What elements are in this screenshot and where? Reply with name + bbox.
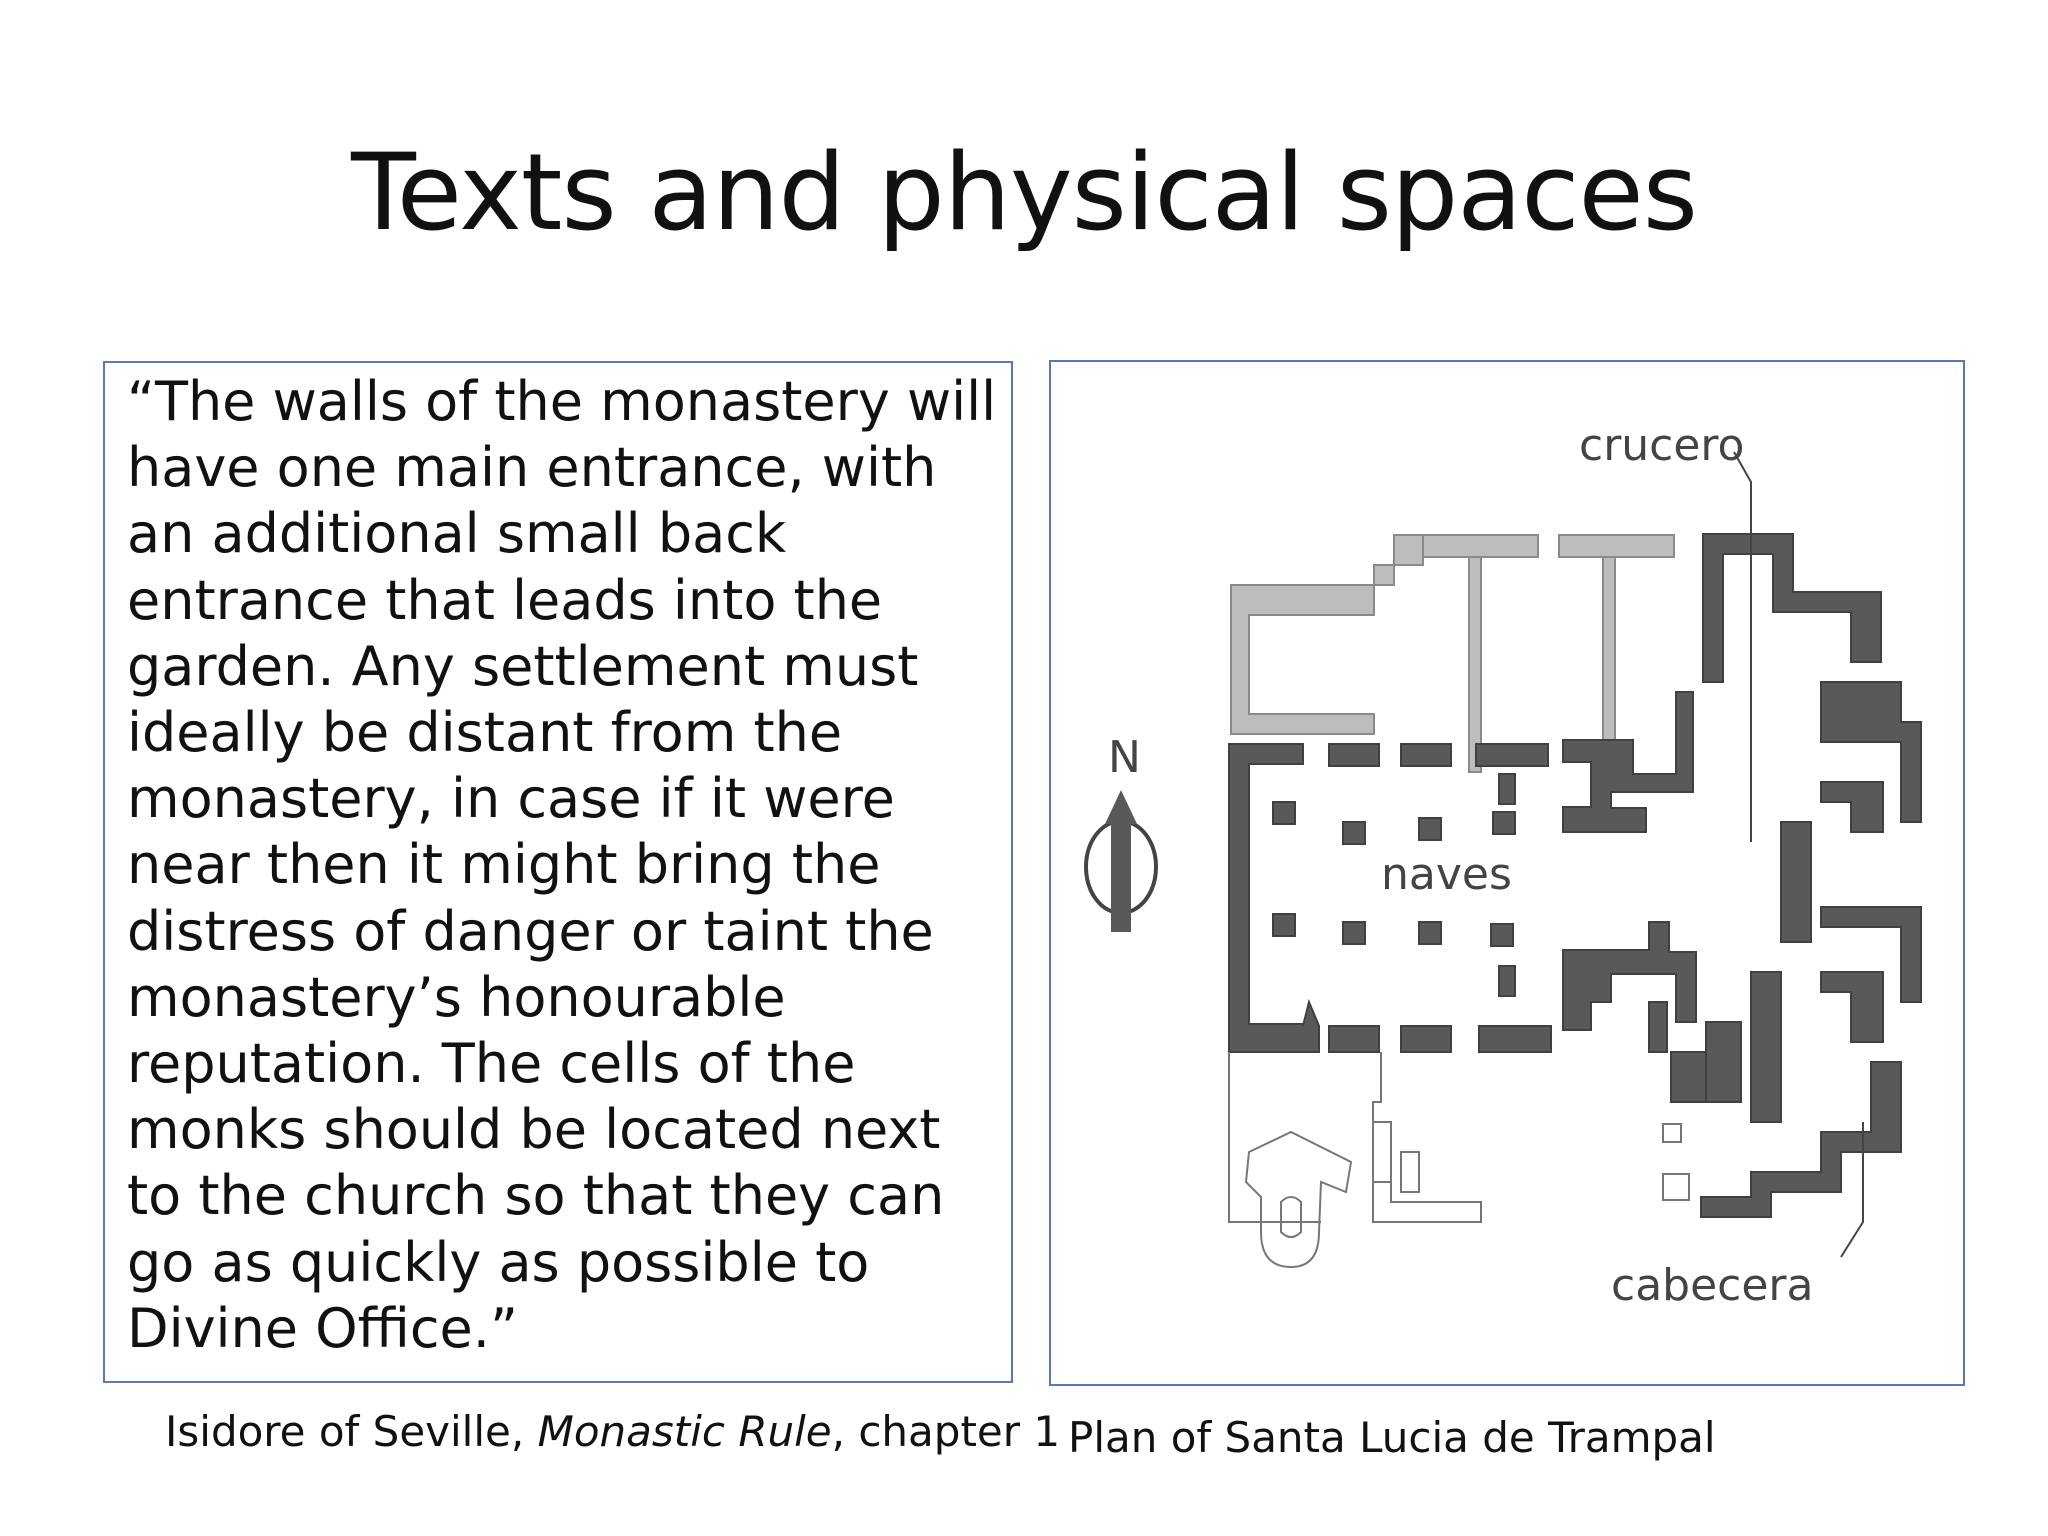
slide-title: Texts and physical spaces xyxy=(351,131,1697,254)
plan-wall-south-3 xyxy=(1479,1026,1551,1052)
plan-outline-annex-room xyxy=(1401,1152,1419,1192)
plan-wall-south-pier xyxy=(1751,972,1781,1122)
plan-pier xyxy=(1499,774,1515,804)
floor-plan-figure xyxy=(1049,360,1965,1386)
plan-label-cabecera: cabecera xyxy=(1611,1260,1814,1311)
plan-pier xyxy=(1419,922,1441,944)
plan-dark-walls xyxy=(1229,534,1921,1217)
plan-wall-south-2 xyxy=(1401,1026,1451,1052)
plan-outline-annex-l xyxy=(1373,1122,1481,1222)
plan-wall-south-1 xyxy=(1329,1026,1379,1052)
plan-wall-east-pier xyxy=(1781,822,1811,942)
plan-wall-north-1 xyxy=(1329,744,1379,766)
plan-wall-crossing-south xyxy=(1563,922,1696,1030)
plan-outline-annex xyxy=(1373,1052,1391,1182)
caption-plan: Plan of Santa Lucia de Trampal xyxy=(1068,1413,1716,1462)
plan-label-crucero: crucero xyxy=(1579,420,1745,471)
plan-outline-horseshoe-inner xyxy=(1281,1197,1301,1237)
plan-pier xyxy=(1499,966,1515,996)
floor-plan-drawing xyxy=(1051,362,1965,1386)
plan-pier xyxy=(1491,924,1513,946)
caption-chapter: , chapter 1 xyxy=(831,1407,1061,1456)
plan-outlines xyxy=(1229,1052,1689,1267)
quote-text: “The walls of the monastery will have one main entrance, with an additional small back entrance that leads into the garden. Any settlement must ideally be distant from the monastery, in case if it were near then it might bring the distress of danger or taint the monastery’s honourable reputation. The cells of the monks should be located next to the church so that they can go as quickly as possible to Divine Office.” xyxy=(127,370,997,1360)
plan-pier xyxy=(1273,802,1295,824)
plan-pier xyxy=(1273,914,1295,936)
plan-label-north: N xyxy=(1108,732,1141,783)
plan-light-walls xyxy=(1231,535,1674,772)
plan-label-naves: naves xyxy=(1381,849,1512,900)
plan-wall-north-3 xyxy=(1476,744,1548,766)
plan-pier xyxy=(1343,822,1365,844)
plan-pier xyxy=(1493,812,1515,834)
caption-work-title: Monastic Rule xyxy=(537,1407,832,1456)
plan-outline-small-room xyxy=(1663,1124,1681,1142)
plan-pier xyxy=(1343,922,1365,944)
plan-outline-small-room xyxy=(1663,1174,1689,1200)
caption-quote-source xyxy=(165,1404,1060,1460)
plan-wall-north-2 xyxy=(1401,744,1451,766)
plan-wall-ne-apse xyxy=(1703,534,1881,682)
plan-wall-crossbar-2 xyxy=(1559,535,1674,557)
plan-outline-annex xyxy=(1229,1052,1321,1222)
caption-author: Isidore of Seville, xyxy=(165,1407,538,1456)
plan-wall-crossing-north xyxy=(1563,692,1693,832)
plan-wall-south-pier-2 xyxy=(1706,1022,1741,1102)
plan-pier xyxy=(1419,818,1441,840)
quote-box xyxy=(103,361,1013,1383)
plan-wall-east-apse-1b xyxy=(1821,782,1883,832)
plan-wall-crossing-pier xyxy=(1649,1002,1667,1052)
plan-wall-west xyxy=(1229,744,1319,1052)
plan-wall-crossbar-1 xyxy=(1423,535,1538,557)
north-arrow-icon xyxy=(1086,790,1156,932)
plan-wall-nw-wing xyxy=(1231,535,1423,734)
plan-wall-east-apse-2b xyxy=(1821,972,1883,1042)
crucero-leader-line xyxy=(1734,452,1751,842)
plan-wall-crossbar-1-stem xyxy=(1469,557,1481,772)
